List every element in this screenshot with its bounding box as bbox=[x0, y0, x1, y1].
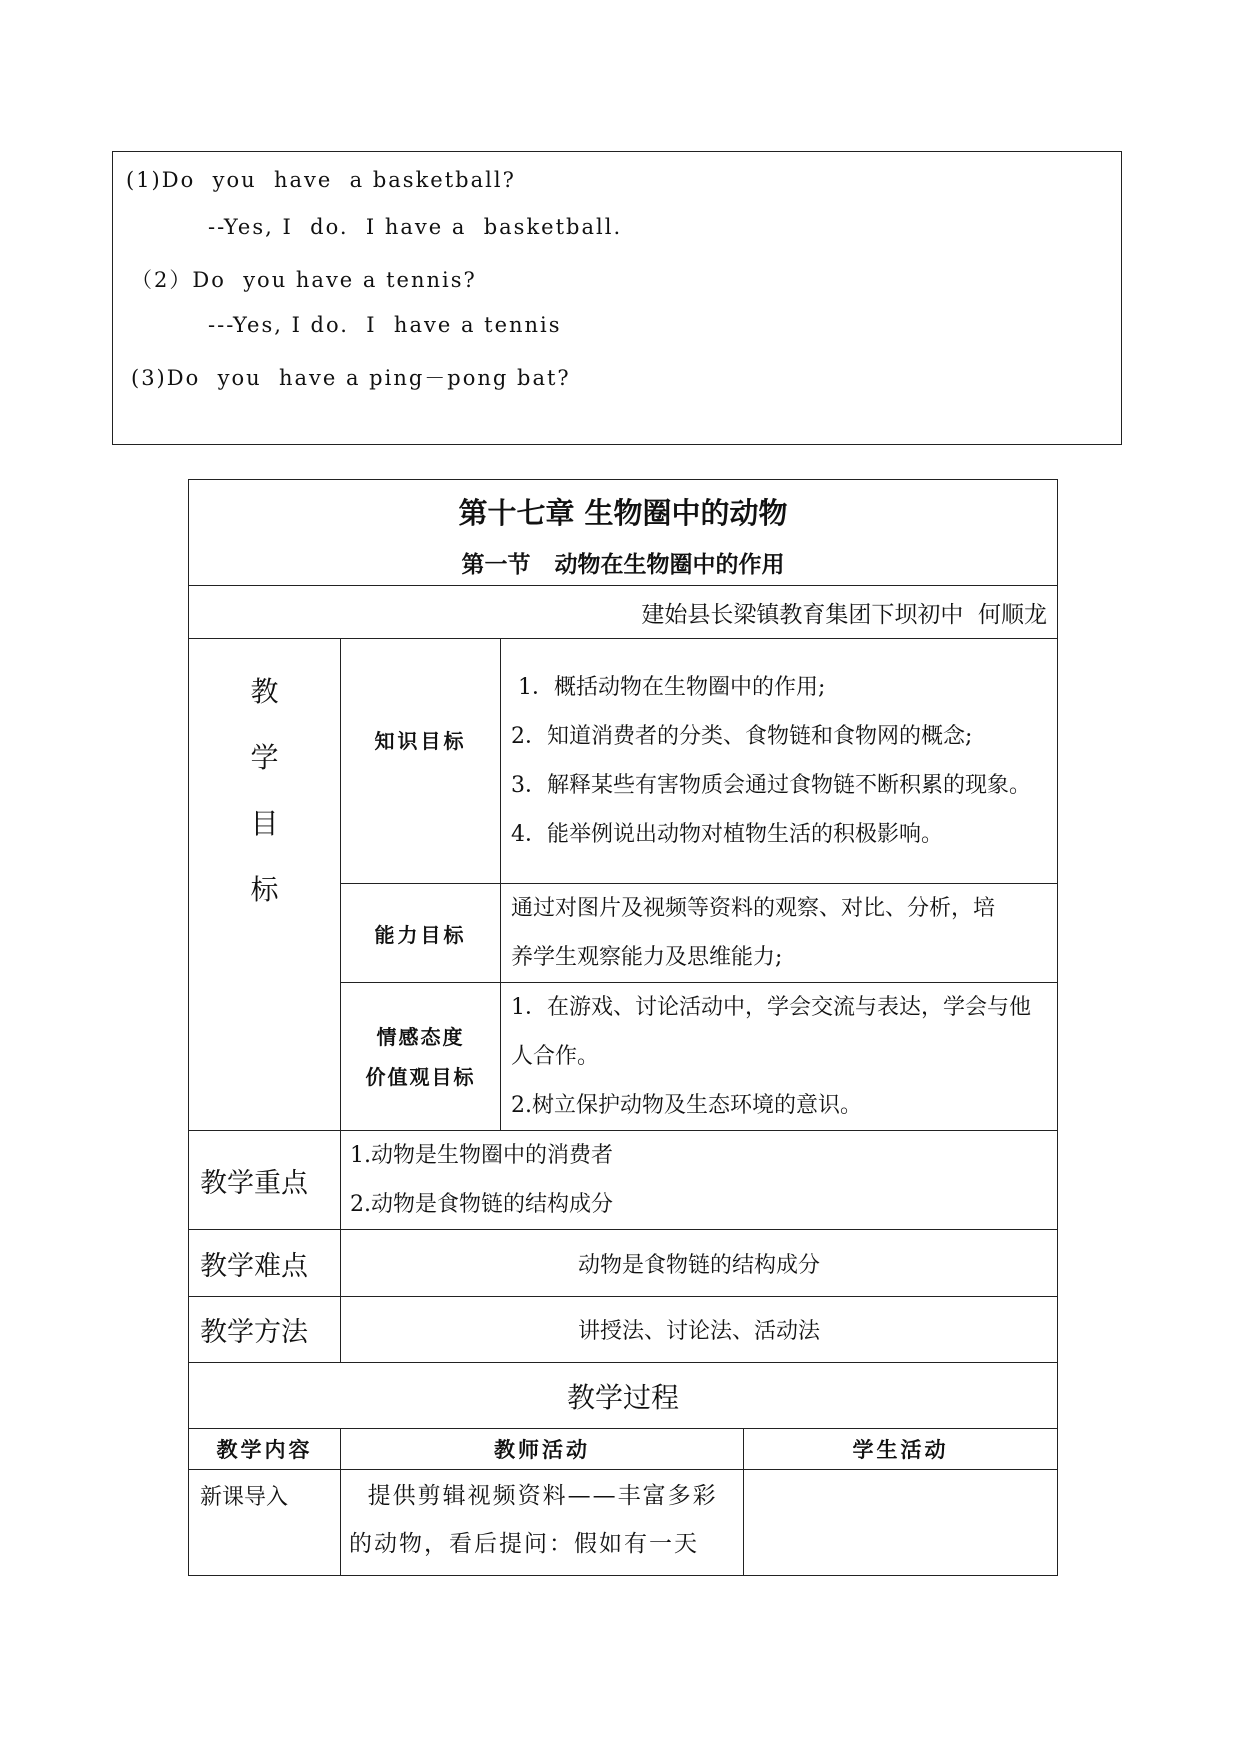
emotion-goal-label bbox=[341, 983, 501, 1131]
goals-label bbox=[189, 639, 341, 1131]
emotion-goal-content bbox=[501, 983, 1058, 1131]
header-student: 学生活动 bbox=[744, 1429, 1058, 1470]
goals-label-char: 教 bbox=[250, 675, 279, 708]
knowledge-goal-item: 3．解释某些有害物质会通过食物链不断积累的现象。 bbox=[511, 773, 1031, 798]
author-line: 建始县长梁镇教育集团下坝初中 何顺龙 bbox=[189, 586, 1058, 639]
emotion-goal-item: 1．在游戏、讨论活动中，学会交流与表达，学会与他人合作。 bbox=[511, 995, 1031, 1069]
process-row-content: 新课导入 bbox=[189, 1470, 341, 1576]
dialogue-line-2: --Yes, I do. I have a basketball. bbox=[208, 215, 623, 239]
method-label: 教学方法 bbox=[189, 1297, 341, 1363]
chapter-title: 第十七章 生物圈中的动物 bbox=[458, 495, 788, 530]
ability-goal-content: 通过对图片及视频等资料的观察、对比、分析，培养学生观察能力及思维能力; bbox=[501, 884, 1058, 983]
dialogue-line-5: (3)Do you have a ping－pong bat? bbox=[131, 366, 571, 390]
knowledge-goal-item: 2．知道消费者的分类、食物链和食物网的概念; bbox=[511, 724, 973, 749]
key-point-item: 2.动物是食物链的结构成分 bbox=[350, 1192, 613, 1217]
knowledge-goal-item: 1．概括动物在生物圈中的作用; bbox=[511, 675, 826, 700]
knowledge-goal-label: 知识目标 bbox=[341, 639, 501, 884]
process-row-student bbox=[744, 1470, 1058, 1576]
key-points-content bbox=[341, 1131, 1058, 1230]
process-row-teacher: 提供剪辑视频资料——丰富多彩的动物，看后提问：假如有一天 bbox=[341, 1470, 744, 1576]
goals-label-char: 学 bbox=[250, 741, 279, 774]
dialogue-box bbox=[112, 151, 1122, 445]
goals-label-char: 目 bbox=[250, 807, 279, 840]
section-title: 第一节 动物在生物圈中的作用 bbox=[461, 551, 785, 578]
dialogue-line-4: ---Yes, I do. I have a tennis bbox=[208, 313, 562, 337]
difficulty-content: 动物是食物链的结构成分 bbox=[341, 1230, 1058, 1297]
knowledge-goal-content bbox=[501, 639, 1058, 884]
knowledge-goal-item: 4．能举例说出动物对植物生活的积极影响。 bbox=[511, 822, 943, 847]
difficulty-label: 教学难点 bbox=[189, 1230, 341, 1297]
title-cell bbox=[189, 480, 1058, 586]
lesson-plan-table bbox=[188, 479, 1058, 1576]
header-teacher: 教师活动 bbox=[341, 1429, 744, 1470]
method-content: 讲授法、讨论法、活动法 bbox=[341, 1297, 1058, 1363]
header-content: 教学内容 bbox=[189, 1429, 341, 1470]
ability-goal-label: 能力目标 bbox=[341, 884, 501, 983]
emotion-goal-label-line: 价值观目标 bbox=[365, 1064, 476, 1089]
emotion-goal-item: 2.树立保护动物及生态环境的意识。 bbox=[511, 1093, 862, 1118]
goals-label-char: 标 bbox=[250, 873, 279, 906]
key-points-label: 教学重点 bbox=[189, 1131, 341, 1230]
dialogue-line-1: (1)Do you have a basketball? bbox=[126, 168, 516, 192]
key-point-item: 1.动物是生物圈中的消费者 bbox=[350, 1143, 613, 1168]
process-title: 教学过程 bbox=[189, 1363, 1058, 1429]
emotion-goal-label-line: 情感态度 bbox=[376, 1024, 465, 1049]
dialogue-line-3: （2）Do you have a tennis? bbox=[131, 268, 477, 292]
